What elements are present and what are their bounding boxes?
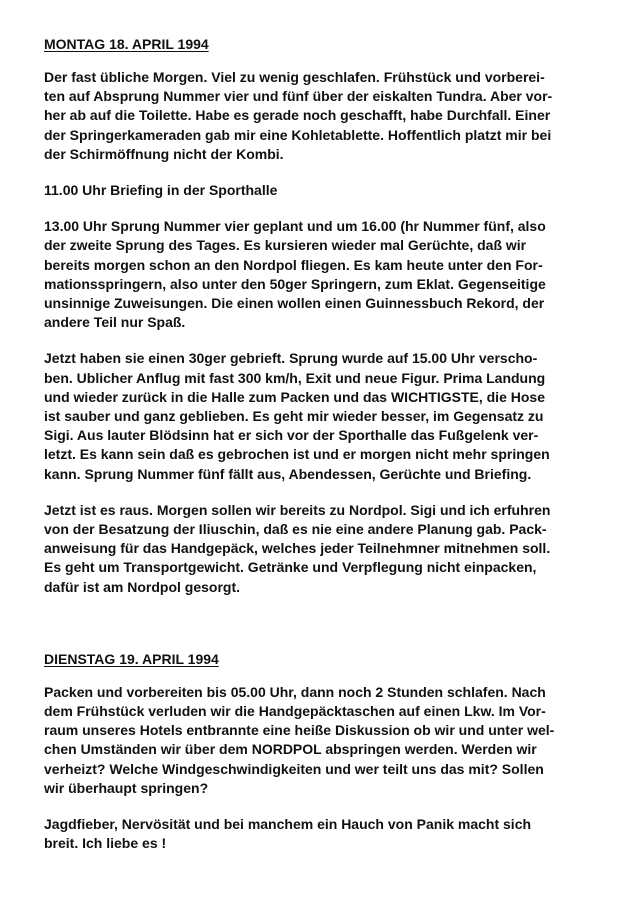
text-line: dafür ist am Nordpol gesorgt.: [44, 578, 241, 595]
text-line: Packen und vorbereiten bis 05.00 Uhr, dann noch 2 Stunden schlafen. Nach: [44, 683, 546, 700]
text-line: letzt. Es kann sein daß es gebrochen ist und er morgen nicht mehr springen: [44, 446, 550, 463]
text-line: mationsspringern, also unter den 50ger Springern, zum Eklat. Gegenseitige: [44, 275, 546, 292]
text-line: Es geht um Transportgewicht. Getränke und Verpflegung nicht einpacken,: [44, 559, 537, 576]
text-line: der zweite Sprung des Tages. Es kursieren wieder mal Gerüchte, daß wir: [44, 237, 527, 254]
text-line: und wieder zurück in die Halle zum Packen und das WICHTIGSTE, die Hose: [44, 388, 545, 405]
text-line: ben. Ublicher Anflug mit fast 300 km/h, Exit und neue Figur. Prima Landung: [44, 369, 546, 386]
paragraph-packing: [44, 683, 604, 798]
text-line: chen Umständen wir über dem NORDPOL abspringen werden. Werden wir: [44, 741, 537, 758]
paragraph-jump-plan: [44, 217, 604, 332]
diary-page: [44, 34, 604, 854]
paragraph-briefing: [44, 181, 604, 200]
text-line: der Springerkameraden gab mir eine Kohletablette. Hoffentlich platzt mir bei: [44, 126, 552, 143]
text-line: Jagdfieber, Nervösität und bei manchem ein Hauch von Panik macht sich: [44, 816, 532, 833]
paragraph-jagdfieber: [44, 815, 604, 853]
paragraph-30ger-jump: [44, 349, 604, 483]
text-line: kann. Sprung Nummer fünf fällt aus, Abendessen, Gerüchte und Briefing.: [44, 465, 532, 482]
text-line: ist sauber und ganz geblieben. Es geht mir wieder besser, im Gegensatz zu: [44, 408, 544, 425]
text-line: Der fast übliche Morgen. Viel zu wenig geschlafen. Frühstück und vorberei-: [44, 69, 545, 85]
text-line: ten auf Absprung Nummer vier und fünf über der eiskalten Tundra. Aber vor-: [44, 88, 553, 105]
text-line: her ab auf die Toilette. Habe es gerade noch geschafft, habe Durchfall. Einer: [44, 107, 551, 124]
paragraph-nordpol-news: [44, 501, 604, 597]
text-line: 13.00 Uhr Sprung Nummer vier geplant und um 16.00 (hr Nummer fünf, also: [44, 218, 546, 235]
diary-entry-monday: [44, 34, 604, 597]
text-line: Sigi. Aus lauter Blödsinn hat er sich vor der Sporthalle das Fußgelenk ver-: [44, 427, 539, 444]
text-line: Jetzt ist es raus. Morgen sollen wir bereits zu Nordpol. Sigi und ich erfuhren: [44, 501, 551, 518]
text-line: unsinnige Zuweisungen. Die einen wollen einen Guinnessbuch Rekord, der: [44, 295, 545, 312]
text-line: Jetzt haben sie einen 30ger gebrieft. Sprung wurde auf 15.00 Uhr verscho-: [44, 350, 538, 367]
text-line: der Schirmöffnung nicht der Kombi.: [44, 145, 284, 162]
entry-date-heading: DIENSTAG 19. APRIL 1994: [44, 650, 219, 667]
text-line: bereits morgen schon an den Nordpol fliegen. Es kam heute unter den For-: [44, 256, 543, 273]
text-line: verheizt? Welche Windgeschwindigkeiten und wer teilt uns das mit? Sollen: [44, 760, 544, 777]
text-line: von der Besatzung der Iliuschin, daß es nie eine andere Planung gab. Pack-: [44, 521, 547, 538]
diary-entry-tuesday: [44, 649, 604, 854]
text-line: raum unseres Hotels entbrannte eine heiße Diskussion ob wir und unter wel-: [44, 722, 555, 739]
paragraph-morning: [44, 68, 604, 164]
text-line: anweisung für das Handgepäck, welches jeder Teilnehmner mitnehmen soll.: [44, 540, 551, 557]
entry-date-heading: MONTAG 18. APRIL 1994: [44, 36, 209, 52]
text-line: wir überhaupt springen?: [44, 779, 209, 796]
text-line: breit. Ich liebe es !: [44, 835, 167, 852]
text-line: dem Frühstück verluden wir die Handgepäcktaschen auf einen Lkw. Im Vor-: [44, 703, 546, 720]
text-line: andere Teil nur Spaß.: [44, 314, 186, 331]
text-line: 11.00 Uhr Briefing in der Sporthalle: [44, 182, 278, 199]
